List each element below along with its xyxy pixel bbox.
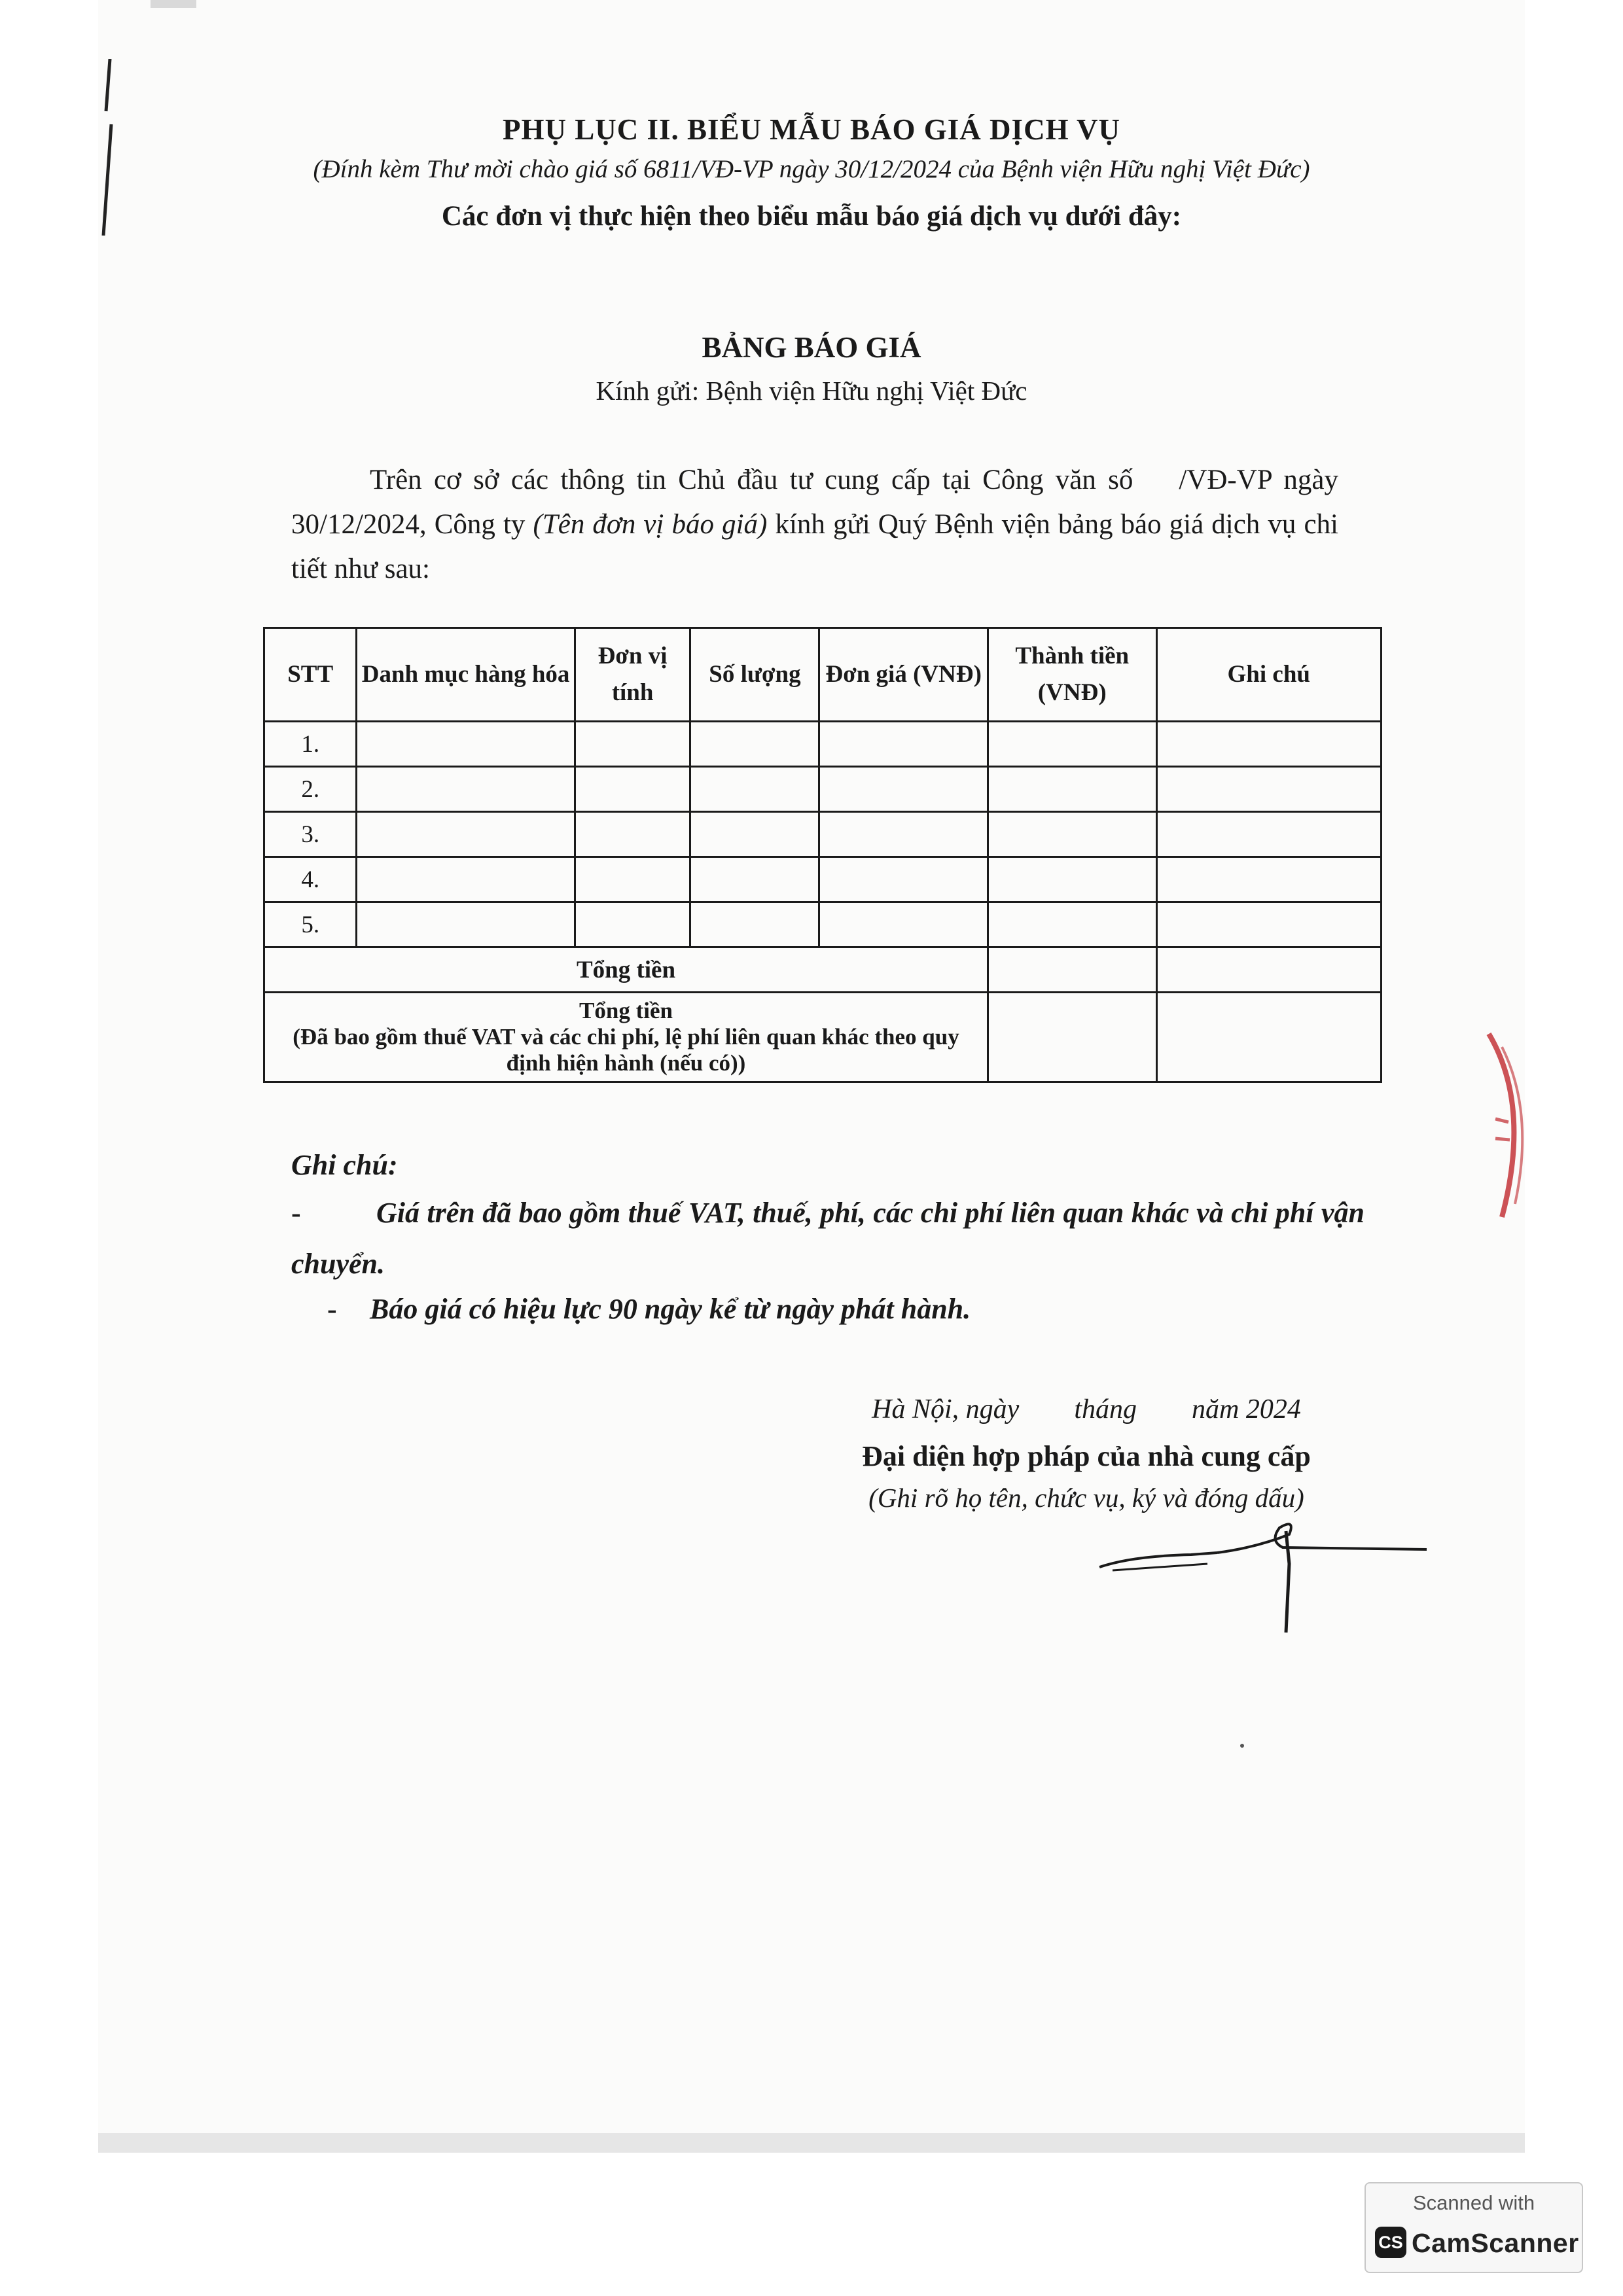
camscanner-logo-icon: CS xyxy=(1375,2227,1406,2258)
unit-cell[interactable] xyxy=(575,902,690,947)
intro-ref: /VĐ-VP xyxy=(1179,465,1272,495)
total-amount-cell[interactable] xyxy=(988,947,1156,993)
note-item-1 xyxy=(291,1188,1364,1290)
table-row xyxy=(264,767,1382,812)
attachment-note: (Đính kèm Thư mời chào giá số 6811/VĐ-VP ngày 30/12/2024 của Bệnh viện Hữu nghị Việt Đức) xyxy=(313,155,1310,183)
amount-cell[interactable] xyxy=(988,857,1156,902)
amount-cell[interactable] xyxy=(988,767,1156,812)
price-cell[interactable] xyxy=(819,857,988,902)
table-row xyxy=(264,722,1382,767)
total-vat-row xyxy=(264,993,1382,1082)
unit-cell[interactable] xyxy=(575,767,690,812)
quote-title: BẢNG BÁO GIÁ xyxy=(702,331,921,364)
scanned-with-label: Scanned with xyxy=(1412,2191,1535,2214)
unit-cell[interactable] xyxy=(575,722,690,767)
price-cell[interactable] xyxy=(819,767,988,812)
note-cell[interactable] xyxy=(1156,857,1381,902)
amount-cell[interactable] xyxy=(988,812,1156,857)
scan-corner-mark xyxy=(151,0,196,8)
signature-hint: (Ghi rõ họ tên, chức vụ, ký và đóng dấu) xyxy=(868,1483,1304,1513)
table-row xyxy=(264,857,1382,902)
table-row xyxy=(264,902,1382,947)
price-cell[interactable] xyxy=(819,722,988,767)
row-number: 3. xyxy=(264,812,357,857)
intro-text-3: kính gửi Quý Bệnh viện bảng báo giá dịch vụ chi tiết như sau: xyxy=(291,509,1338,584)
header-unit-price: Đơn giá (VNĐ) xyxy=(819,628,988,722)
note-1-dash: - xyxy=(291,1197,301,1229)
page-bottom-edge xyxy=(98,2133,1525,2153)
total-note-cell[interactable] xyxy=(1156,947,1381,993)
price-cell[interactable] xyxy=(819,902,988,947)
total-vat-amount-cell[interactable] xyxy=(988,993,1156,1082)
row-number: 5. xyxy=(264,902,357,947)
appendix-title: PHỤ LỤC II. BIỂU MẪU BÁO GIÁ DỊCH VỤ xyxy=(503,113,1120,146)
row-number: 2. xyxy=(264,767,357,812)
total-vat-note: (Đã bao gồm thuế VAT và các chi phí, lệ phí liên quan khác theo quy định hiện hành (nếu có)) xyxy=(293,1024,959,1076)
header-unit: Đơn vị tính xyxy=(575,628,690,722)
item-cell[interactable] xyxy=(357,722,575,767)
total-row xyxy=(264,947,1382,993)
header-stt: STT xyxy=(264,628,357,722)
total-vat-note-cell[interactable] xyxy=(1156,993,1381,1082)
quote-table xyxy=(263,627,1382,1083)
amount-cell[interactable] xyxy=(988,722,1156,767)
signature-place-date: Hà Nội, ngày tháng năm 2024 xyxy=(872,1394,1301,1424)
table-header-row xyxy=(264,628,1382,722)
total-vat-label-cell xyxy=(264,993,988,1082)
red-stamp-fragment xyxy=(1476,1027,1535,1224)
item-cell[interactable] xyxy=(357,812,575,857)
header-amount: Thành tiền (VNĐ) xyxy=(988,628,1156,722)
note-cell[interactable] xyxy=(1156,812,1381,857)
row-number: 1. xyxy=(264,722,357,767)
note-item-2 xyxy=(327,1292,1400,1326)
intro-text-1: Trên cơ sở các thông tin Chủ đầu tư cung cấp tại Công văn số xyxy=(370,465,1133,495)
header-qty: Số lượng xyxy=(690,628,819,722)
camscanner-brand: CamScanner xyxy=(1412,2228,1579,2258)
header-note: Ghi chú xyxy=(1156,628,1381,722)
signature-representative: Đại diện hợp pháp của nhà cung cấp xyxy=(862,1440,1311,1472)
item-cell[interactable] xyxy=(357,857,575,902)
amount-cell[interactable] xyxy=(988,902,1156,947)
note-cell[interactable] xyxy=(1156,902,1381,947)
intro-company-hint: (Tên đơn vị báo giá) xyxy=(533,509,768,540)
unit-cell[interactable] xyxy=(575,812,690,857)
handwritten-signature xyxy=(1093,1505,1433,1636)
notes-title: Ghi chú: xyxy=(291,1149,398,1181)
note-2-text: Báo giá có hiệu lực 90 ngày kể từ ngày phát hành. xyxy=(370,1293,971,1325)
note-1-text: Giá trên đã bao gồm thuế VAT, thuế, phí, các chi phí liên quan khác và chi phí vận chuyển. xyxy=(291,1197,1364,1280)
table-row xyxy=(264,812,1382,857)
total-label: Tổng tiền xyxy=(264,947,988,993)
recipient-line: Kính gửi: Bệnh viện Hữu nghị Việt Đức xyxy=(596,376,1027,406)
note-cell[interactable] xyxy=(1156,722,1381,767)
price-cell[interactable] xyxy=(819,812,988,857)
note-cell[interactable] xyxy=(1156,767,1381,812)
qty-cell[interactable] xyxy=(690,767,819,812)
note-2-dash: - xyxy=(327,1293,337,1325)
camscanner-watermark xyxy=(1364,2182,1583,2273)
intro-text-2: ngày 30/12/2024, Công ty xyxy=(291,465,1339,540)
item-cell[interactable] xyxy=(357,767,575,812)
row-number: 4. xyxy=(264,857,357,902)
qty-cell[interactable] xyxy=(690,812,819,857)
qty-cell[interactable] xyxy=(690,902,819,947)
header-item: Danh mục hàng hóa xyxy=(357,628,575,722)
item-cell[interactable] xyxy=(357,902,575,947)
unit-cell[interactable] xyxy=(575,857,690,902)
paper-speck xyxy=(1240,1744,1244,1748)
instruction-line: Các đơn vị thực hiện theo biểu mẫu báo giá dịch vụ dưới đây: xyxy=(441,201,1182,232)
qty-cell[interactable] xyxy=(690,722,819,767)
intro-paragraph xyxy=(291,458,1338,592)
total-vat-label: Tổng tiền xyxy=(579,998,673,1023)
qty-cell[interactable] xyxy=(690,857,819,902)
